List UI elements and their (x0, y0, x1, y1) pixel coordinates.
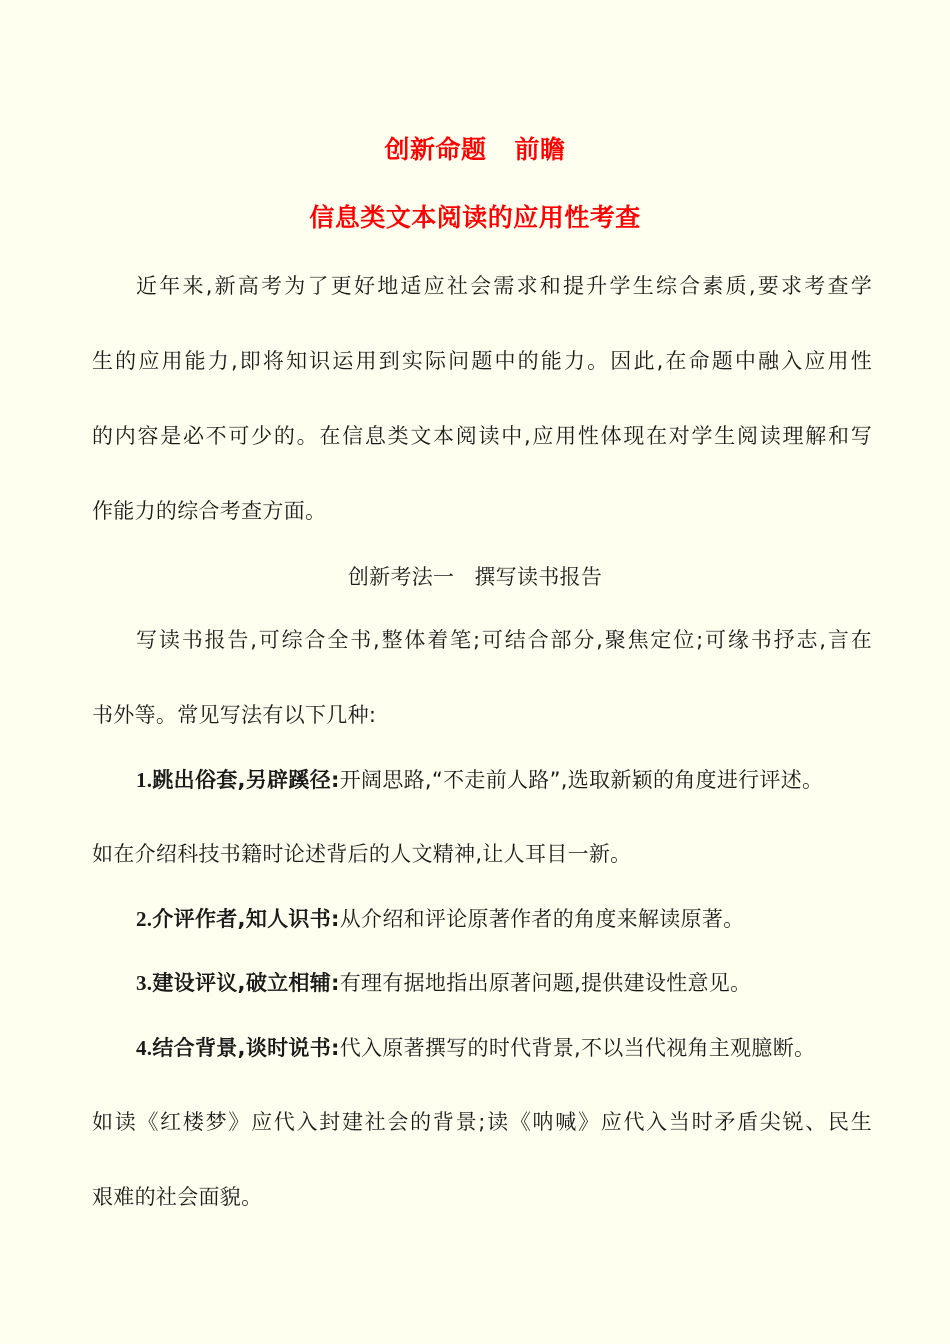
item-1-continuation: 如在介绍科技书籍时论述背后的人文精神,让人耳目一新。 (92, 842, 632, 866)
intro-line-4: 作能力的综合考查方面。 (92, 499, 327, 523)
item-number: 2. (136, 907, 153, 931)
intro-line-2: 生的应用能力,即将知识运用到实际问题中的能力。因此,在命题中融入应用性 (92, 349, 872, 373)
list-item-2 (136, 904, 872, 934)
item-4-continuation-2: 艰难的社会面貌。 (92, 1185, 263, 1209)
document-subtitle: 信息类文本阅读的应用性考查 (309, 203, 641, 232)
title-part-2: 前瞻 (514, 135, 566, 164)
item-heading: 跳出俗套,另辟蹊径: (152, 768, 340, 792)
list-item-1 (136, 765, 872, 795)
item-heading: 结合背景,谈时说书: (152, 1036, 340, 1060)
section-para-line-2: 书外等。常见写法有以下几种: (92, 703, 377, 727)
section-heading-part-2: 撰写读书报告 (474, 565, 603, 589)
item-4-continuation-1: 如读《红楼梦》应代入封建社会的背景;读《呐喊》应代入当时矛盾尖锐、民生 (92, 1110, 872, 1134)
section-para-line-1: 写读书报告,可综合全书,整体着笔;可结合部分,聚焦定位;可缘书抒志,言在 (136, 628, 872, 652)
item-text: 开阔思路,“不走前人路”,选取新颖的角度进行评述。 (339, 768, 824, 792)
document-title (0, 133, 950, 167)
section-heading (0, 562, 950, 592)
item-number: 1. (136, 768, 153, 792)
item-text: 代入原著撰写的时代背景,不以当代视角主观臆断。 (339, 1036, 816, 1060)
item-number: 4. (136, 1036, 153, 1060)
item-text: 从介绍和评论原著作者的角度来解读原著。 (339, 907, 745, 931)
section-heading-part-1: 创新考法一 (347, 565, 455, 589)
item-heading: 建设评议,破立相辅: (152, 971, 340, 995)
title-part-1: 创新命题 (384, 135, 487, 164)
item-heading: 介评作者,知人识书: (152, 907, 340, 931)
list-item-4 (136, 1033, 872, 1063)
list-item-3 (136, 968, 872, 998)
intro-line-1: 近年来,新高考为了更好地适应社会需求和提升学生综合素质,要求考查学 (136, 274, 872, 298)
item-number: 3. (136, 971, 153, 995)
item-text: 有理有据地指出原著问题,提供建设性意见。 (339, 971, 752, 995)
intro-line-3: 的内容是必不可少的。在信息类文本阅读中,应用性体现在对学生阅读理解和写 (92, 424, 872, 448)
